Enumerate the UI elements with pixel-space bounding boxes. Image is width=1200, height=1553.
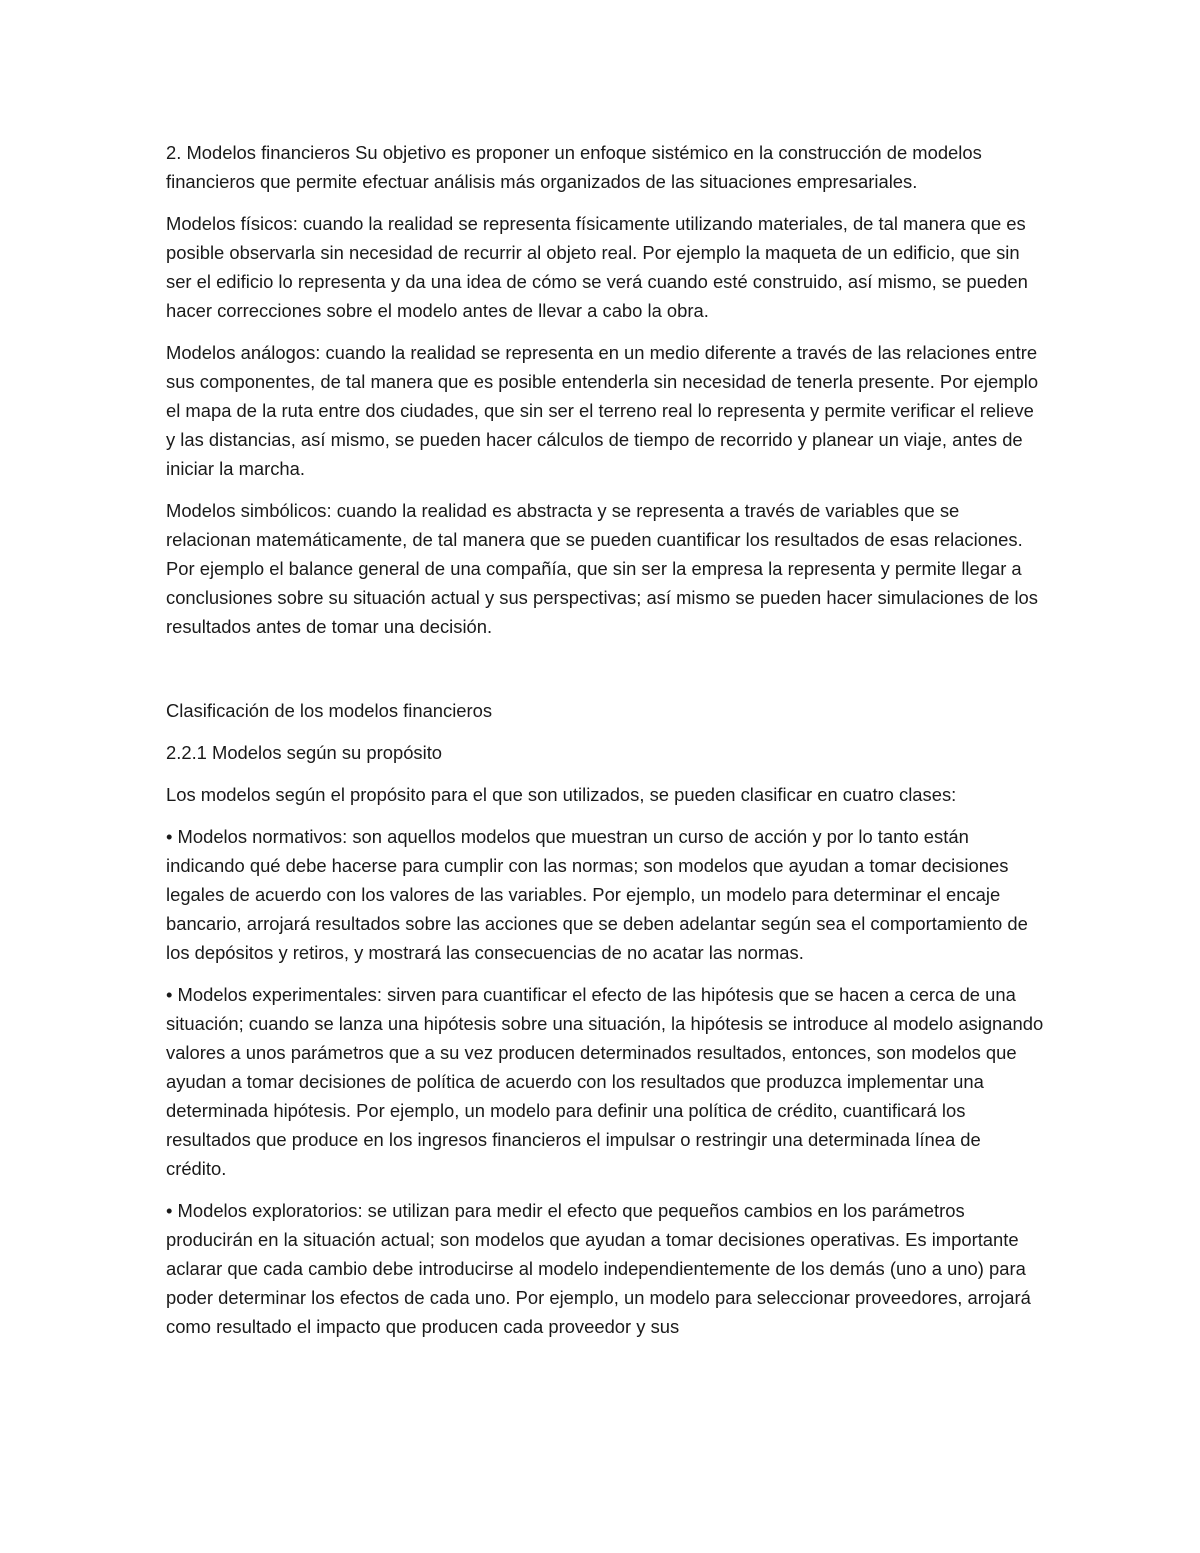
document-body <box>166 138 1046 1354</box>
bullet-normative-models: • Modelos normativos: son aquellos modelos que muestran un curso de acción y por lo tanto están indicando qué debe hacerse para cumplir con las normas; son modelos que ayudan a tomar decisiones legales de acuerdo con los valores de las variables. Por ejemplo, un modelo para determinar el encaje bancario, arrojará resultados sobre las acciones que se deben adelantar según sea el comportamiento de los depósitos y retiros, y mostrará las consecuencias de no acatar las normas. <box>166 826 1028 963</box>
section-spacer <box>166 654 1046 696</box>
bullet-exploratory-models: • Modelos exploratorios: se utilizan para medir el efecto que pequeños cambios en los parámetros producirán en la situación actual; son modelos que ayudan a tomar decisiones operativas. Es importante aclarar que cada cambio debe introducirse al modelo independientemente de los demás (uno a uno) para poder determinar los efectos de cada uno. Por ejemplo, un modelo para seleccionar proveedores, arrojará como resultado el impacto que producen cada proveedor y sus <box>166 1200 1031 1337</box>
physical-models-paragraph: Modelos físicos: cuando la realidad se representa físicamente utilizando materiales, de tal manera que es posible observarla sin necesidad de recurrir al objeto real. Por ejemplo la maqueta de un edificio, que sin ser el edificio lo representa y da una idea de cómo se verá cuando esté construido, así mismo, se pueden hacer correcciones sobre el modelo antes de llevar a cabo la obra. <box>166 213 1028 321</box>
classification-heading: Clasificación de los modelos financieros <box>166 700 493 721</box>
subsection-heading: 2.2.1 Modelos según su propósito <box>166 742 443 763</box>
analog-models-paragraph: Modelos análogos: cuando la realidad se representa en un medio diferente a través de las relaciones entre sus componentes, de tal manera que es posible entenderla sin necesidad de tenerla presente. Por ejemplo el mapa de la ruta entre dos ciudades, que sin ser el terreno real lo representa y permite verificar el relieve y las distancias, así mismo, se pueden hacer cálculos de tiempo de recorrido y planear un viaje, antes de iniciar la marcha. <box>166 342 1039 479</box>
symbolic-models-paragraph: Modelos simbólicos: cuando la realidad es abstracta y se representa a través de variables que se relacionan matemáticamente, de tal manera que se pueden cuantificar los resultados de esas relaciones. Por ejemplo el balance general de una compañía, que sin ser la empresa la representa y permite llegar a conclusiones sobre su situación actual y sus perspectivas; así mismo se pueden hacer simulaciones de los resultados antes de tomar una decisión. <box>166 500 1038 637</box>
purpose-intro-paragraph: Los modelos según el propósito para el que son utilizados, se pueden clasificar en cuatro clases: <box>166 784 957 805</box>
intro-paragraph: 2. Modelos financieros Su objetivo es proponer un enfoque sistémico en la construcción de modelos financieros que permite efectuar análisis más organizados de las situaciones empresariales. <box>166 142 982 192</box>
bullet-experimental-models: • Modelos experimentales: sirven para cuantificar el efecto de las hipótesis que se hacen a cerca de una situación; cuando se lanza una hipótesis sobre una situación, la hipótesis se introduce al modelo asignando valores a unos parámetros que a su vez producen determinados resultados, entonces, son modelos que ayudan a tomar decisiones de política de acuerdo con los resultados que produzca implementar una determinada hipótesis. Por ejemplo, un modelo para definir una política de crédito, cuantificará los resultados que produce en los ingresos financieros el impulsar o restringir una determinada línea de crédito. <box>166 984 1044 1179</box>
